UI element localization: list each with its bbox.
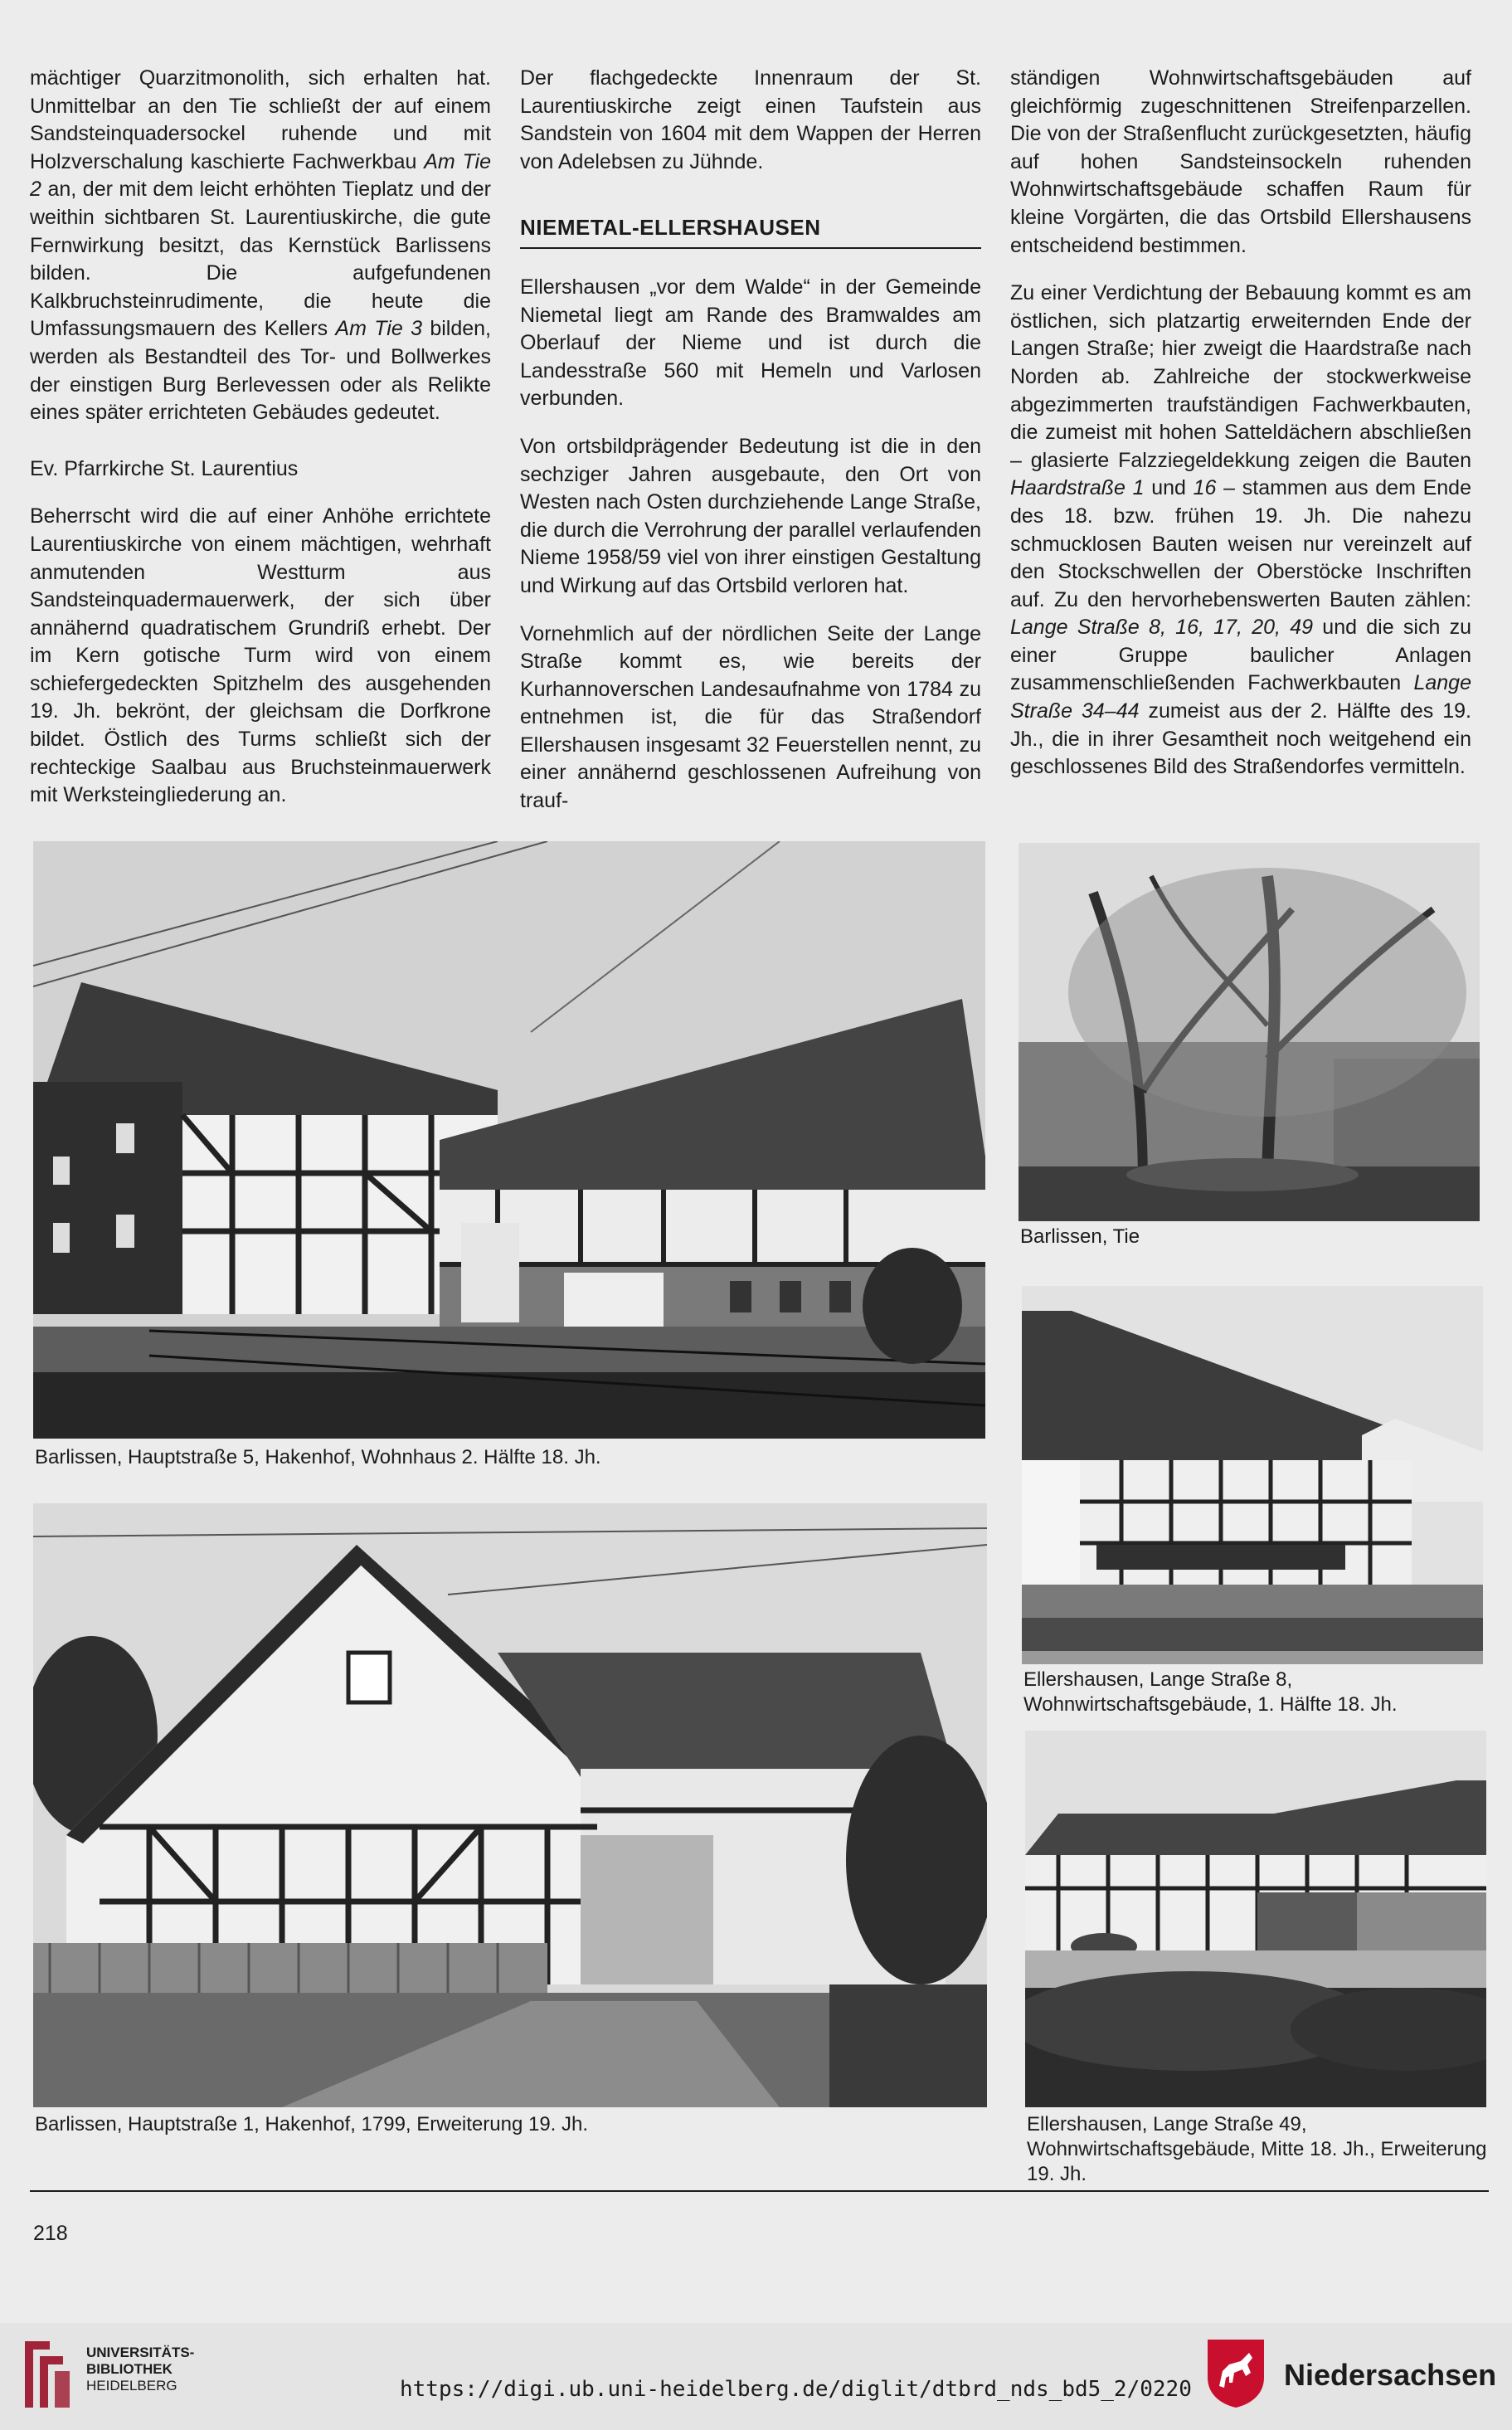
paragraph — [30, 65, 491, 427]
text-column-3 — [1010, 65, 1471, 782]
address-italic: Lange Straße 34–44 — [1010, 671, 1471, 723]
photo-caption: Barlissen, Tie — [1020, 1225, 1140, 1248]
text-run: bilden, werden als Bestandteil des Tor- und Bollwerkes der einstigen Burg Berlevessen oder als Relikte eines später errichteten Gebäudes gedeutet. — [30, 317, 491, 425]
university-library-name — [86, 2345, 194, 2394]
photo-hauptstrasse-5 — [33, 841, 985, 1439]
photo-barlissen-tie — [1019, 843, 1480, 1221]
photo-lange-strasse-8 — [1022, 1286, 1483, 1664]
document-url-link[interactable]: https://digi.ub.uni-heidelberg.de/diglit/dtbrd_nds_bd5_2/0220 — [400, 2377, 1192, 2402]
library-name-line: HEIDELBERG — [86, 2378, 177, 2393]
paragraph: Beherrscht wird die auf einer Anhöhe errichtete Laurentiuskirche von einem mächtigen, wehrhaft anmutenden Westturm aus Sandsteinquadermauerwerk, der sich über annähernd quadratischem Grundriß erhebt. Der im Kern gotische Turm wird von einem schiefergedeckten Spitzhelm des ausgehenden 19. Jh. bekrönt, der gleichsam die Dorfkrone bildet. Östlich des Turms schließt sich der rechteckige Saalbau aus Bruchsteinmauerwerk mit Werksteingliederung an. — [30, 504, 491, 807]
text-column-2 — [520, 65, 981, 816]
library-name-line: UNIVERSITÄTS- — [86, 2345, 195, 2360]
paragraph: Ellershausen „vor dem Walde“ in der Gemeinde Niemetal liegt am Rande des Bramwaldes am Oberlauf der Nieme und ist durch die Landesstraße 560 mit Hemeln und Varlosen verbunden. — [520, 275, 981, 411]
text-column-1 — [30, 65, 491, 810]
address-italic: Lange Straße 8, 16, 17, 20, 49 — [1010, 616, 1314, 640]
subheading-church: Ev. Pfarrkirche St. Laurentius — [30, 456, 299, 480]
text-run: zumeist aus der 2. Hälfte des 19. Jh., die in ihrer Gesamtheit noch weitgehend ein geschlossenes Bild des Straßendorfes vermitteln. — [1010, 699, 1471, 779]
state-name: Niedersachsen — [1284, 2358, 1497, 2392]
text-run: mächtiger Quarzitmonolith, sich erhalten hat. Unmittelbar an den Tie schließt der auf einem Sandsteinquadersockel ruhende und mit Holzverschalung kaschierte Fachwerkbau — [30, 66, 491, 173]
address-italic: Am Tie 3 — [335, 317, 422, 341]
text-run: und die sich zu einer Gruppe baulicher Anlagen zusammenschließenden Fachwerkbauten — [1010, 616, 1472, 695]
photo-hauptstrasse-1 — [33, 1503, 987, 2107]
lower-saxony-horse-icon — [1204, 2336, 1267, 2409]
text-run: an, der mit dem leicht erhöhten Tieplatz und der weithin sichtbaren St. Laurentiuskirche, die gute Fernwirkung besitzt, das Kernstück Barlissens bilden. Die aufgefundenen Kalkbruchsteinrudimente, die heute die Umfassungsmauern des Kellers — [30, 178, 491, 341]
library-name-line: BIBLIOTHEK — [86, 2361, 173, 2377]
paragraph: Vornehmlich auf der nördlichen Seite der Lange Straße kommt es, wie bereits der Kurhannoverschen Landesaufnahme von 1784 zu entnehmen ist, die für das Straßendorf Ellershausen insgesamt 32 Feuerstellen nennt, zu einer annähernd geschlossenen Aufreihung von trauf- — [520, 621, 981, 813]
address-italic: Am Tie 2 — [30, 149, 491, 202]
address-italic: Haardstraße 1 — [1010, 476, 1145, 500]
text-run: – stammen aus dem Ende des 18. bzw. frühen 19. Jh. Die nahezu schmucklosen Bauten weisen nur vereinzelt auf den Stockschwellen der Oberstöcke Inschriften auf. Zu den hervorhebenswerten Bauten zählen: — [1010, 476, 1471, 611]
text-run: und — [1144, 476, 1194, 500]
page-number: 218 — [33, 2222, 68, 2245]
photo-lange-strasse-49 — [1025, 1731, 1486, 2107]
paragraph: Von ortsbildprägender Bedeutung ist die in den sechziger Jahren ausgebaute, den Ort von Westen nach Osten durchziehende Lange Straße, die durch die Verrohrung der parallel verlaufenden Nieme 1958/59 viel von ihrer einstigen Gestaltung und Wirkung auf das Ortsbild verloren hat. — [520, 434, 981, 597]
paragraph — [1010, 280, 1471, 782]
address-italic: 16 — [1193, 476, 1217, 500]
photo-caption: Barlissen, Hauptstraße 1, Hakenhof, 1799, Erweiterung 19. Jh. — [35, 2113, 589, 2135]
photo-caption: Barlissen, Hauptstraße 5, Hakenhof, Wohnhaus 2. Hälfte 18. Jh. — [35, 1446, 601, 1468]
footer-rule — [30, 2190, 1489, 2192]
paragraph: Der flachgedeckte Innenraum der St. Laurentiuskirche zeigt einen Taufstein aus Sandstein von 1604 mit dem Wappen der Herren von Adelebsen zu Jühnde. — [520, 66, 981, 173]
photo-caption: Ellershausen, Lange Straße 49, Wohnwirtschaftsgebäude, Mitte 18. Jh., Erweiterung 19. Jh. — [1027, 2113, 1487, 2185]
photo-caption: Ellershausen, Lange Straße 8, Wohnwirtschaftsgebäude, 1. Hälfte 18. Jh. — [1023, 1668, 1398, 1716]
university-library-logo-icon[interactable] — [17, 2333, 75, 2416]
paragraph: ständigen Wohnwirtschaftsgebäuden auf gleichförmig zugeschnittenen Streifenparzellen. Die von der Straßenflucht zurückgesetzten, häufig auf hohen Sandsteinsockeln ruhenden Wohnwirtschaftsgebäude schaffen Raum für kleine Vorgärten, die das Ortsbild Ellershausens entscheidend bestimmen. — [1010, 66, 1471, 257]
section-heading: NIEMETAL-ELLERSHAUSEN — [520, 214, 981, 249]
text-run: Zu einer Verdichtung der Bebauung kommt es am östlichen, sich platzartig erweiternden Ende der Langen Straße; hier zweigt die Haardstraße nach Norden ab. Zahlreiche der stockwerkweise abgezimmerten traufständigen Fachwerkbauten, die zumeist mit hohen Satteldächern abschließen – glasierte Falzziegeldekkung zeigen die Bauten — [1010, 281, 1471, 472]
